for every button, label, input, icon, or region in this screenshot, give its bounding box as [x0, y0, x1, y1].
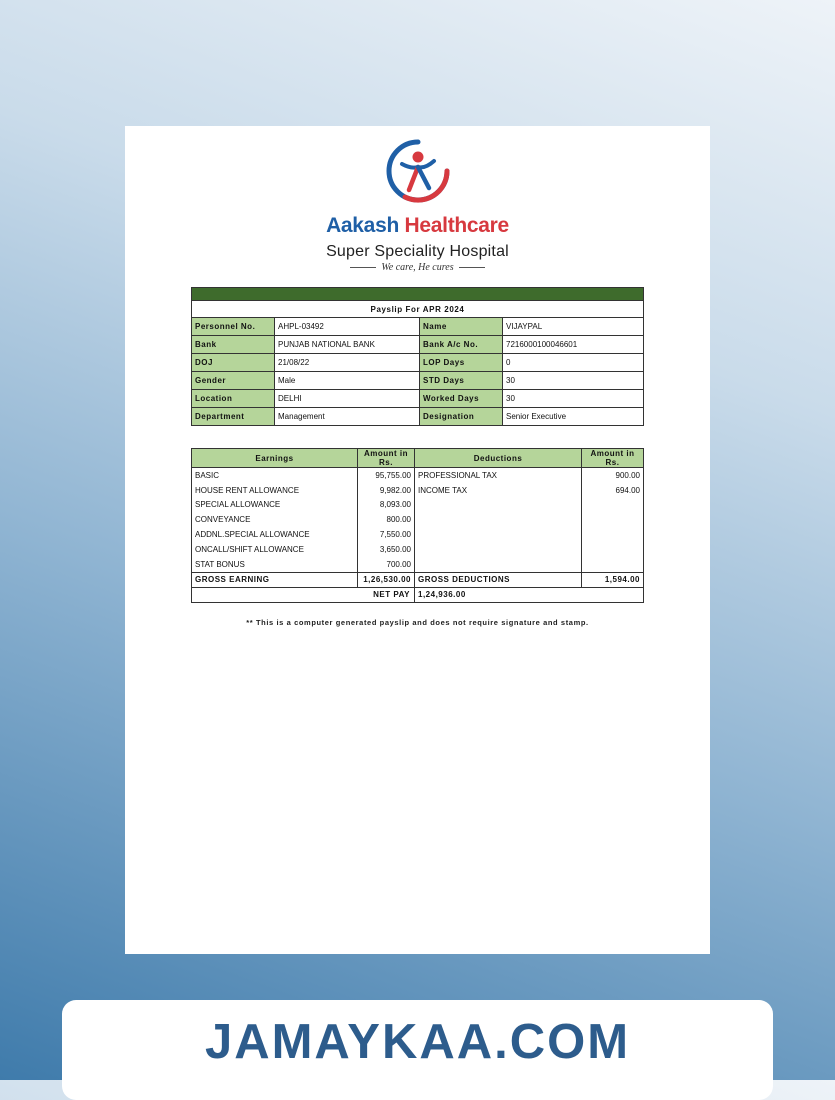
info-value: AHPL-03492: [275, 318, 420, 336]
info-value: Management: [275, 408, 420, 426]
brand-subtitle: Super Speciality Hospital: [326, 243, 509, 260]
earning-amount: 9,982.00: [358, 483, 415, 498]
info-value: Male: [275, 372, 420, 390]
earning-amount: 95,755.00: [358, 468, 415, 483]
info-value: 7216000100046601: [503, 336, 644, 354]
info-label: Bank: [192, 336, 275, 354]
info-label: Gender: [192, 372, 275, 390]
earnings-deductions-table: [191, 448, 644, 603]
earning-label: ADDNL.SPECIAL ALLOWANCE: [192, 527, 358, 542]
deduction-label: [415, 557, 582, 572]
info-label: Location: [192, 390, 275, 408]
deduction-amount: [582, 542, 644, 557]
deduction-amount: [582, 512, 644, 527]
deduction-amount: [582, 527, 644, 542]
info-row: [192, 354, 644, 372]
earnings-row: [192, 498, 644, 513]
hospital-logo-icon: [385, 138, 451, 204]
info-row: [192, 390, 644, 408]
footer-watermark: JAMAYKAA.COM: [204, 1015, 631, 1069]
deduction-amount: 694.00: [582, 483, 644, 498]
deduction-label: PROFESSIONAL TAX: [415, 468, 582, 483]
info-value: 0: [503, 354, 644, 372]
info-value: 30: [503, 390, 644, 408]
deduction-label: [415, 527, 582, 542]
earnings-row: [192, 512, 644, 527]
gross-earning-label: GROSS EARNING: [192, 572, 358, 587]
info-row: [192, 318, 644, 336]
hospital-logo: [125, 138, 710, 273]
earning-amount: 800.00: [358, 512, 415, 527]
info-label: Worked Days: [420, 390, 503, 408]
payslip-page: [125, 126, 710, 954]
net-pay-label: NET PAY: [192, 587, 415, 602]
header-bar: [192, 288, 644, 301]
net-pay-value: 1,24,936.00: [415, 587, 644, 602]
footnote: ** This is a computer generated payslip and does not require signature and stamp.: [246, 618, 589, 627]
info-label: STD Days: [420, 372, 503, 390]
totals-row: [192, 572, 644, 587]
gross-deductions-value: 1,594.00: [582, 572, 644, 587]
info-value: VIJAYPAL: [503, 318, 644, 336]
info-label: Bank A/c No.: [420, 336, 503, 354]
earnings-row: [192, 557, 644, 572]
deduction-label: [415, 498, 582, 513]
deduction-label: [415, 512, 582, 527]
info-label: LOP Days: [420, 354, 503, 372]
info-value: 21/08/22: [275, 354, 420, 372]
earnings-row: [192, 483, 644, 498]
deductions-amount-header: Amount in Rs.: [582, 449, 644, 468]
info-value: DELHI: [275, 390, 420, 408]
earning-label: ONCALL/SHIFT ALLOWANCE: [192, 542, 358, 557]
employee-info-table: [191, 287, 644, 426]
info-value: Senior Executive: [503, 408, 644, 426]
earnings-row: [192, 542, 644, 557]
info-value: 30: [503, 372, 644, 390]
info-label: Department: [192, 408, 275, 426]
gross-deductions-label: GROSS DEDUCTIONS: [415, 572, 582, 587]
info-row: [192, 408, 644, 426]
info-value: PUNJAB NATIONAL BANK: [275, 336, 420, 354]
earning-label: STAT BONUS: [192, 557, 358, 572]
earnings-row: [192, 468, 644, 483]
info-label: DOJ: [192, 354, 275, 372]
earnings-row: [192, 527, 644, 542]
info-label: Personnel No.: [192, 318, 275, 336]
deduction-amount: [582, 557, 644, 572]
net-pay-row: [192, 587, 644, 602]
earning-amount: 3,650.00: [358, 542, 415, 557]
info-row: [192, 336, 644, 354]
earning-amount: 8,093.00: [358, 498, 415, 513]
earnings-amount-header: Amount in Rs.: [358, 449, 415, 468]
brand-tagline: We care, He cures: [125, 262, 710, 273]
brand-name: Aakash Healthcare: [326, 214, 509, 237]
deduction-label: INCOME TAX: [415, 483, 582, 498]
deduction-amount: 900.00: [582, 468, 644, 483]
gross-earning-value: 1,26,530.00: [358, 572, 415, 587]
earning-amount: 7,550.00: [358, 527, 415, 542]
earning-label: HOUSE RENT ALLOWANCE: [192, 483, 358, 498]
earning-label: BASIC: [192, 468, 358, 483]
info-label: Name: [420, 318, 503, 336]
earning-label: SPECIAL ALLOWANCE: [192, 498, 358, 513]
footer-banner: [62, 1000, 773, 1100]
earnings-header: Earnings: [192, 449, 358, 468]
payslip-title: Payslip For APR 2024: [192, 301, 644, 318]
earning-label: CONVEYANCE: [192, 512, 358, 527]
info-label: Designation: [420, 408, 503, 426]
deductions-header: Deductions: [415, 449, 582, 468]
deduction-amount: [582, 498, 644, 513]
deduction-label: [415, 542, 582, 557]
info-row: [192, 372, 644, 390]
earning-amount: 700.00: [358, 557, 415, 572]
